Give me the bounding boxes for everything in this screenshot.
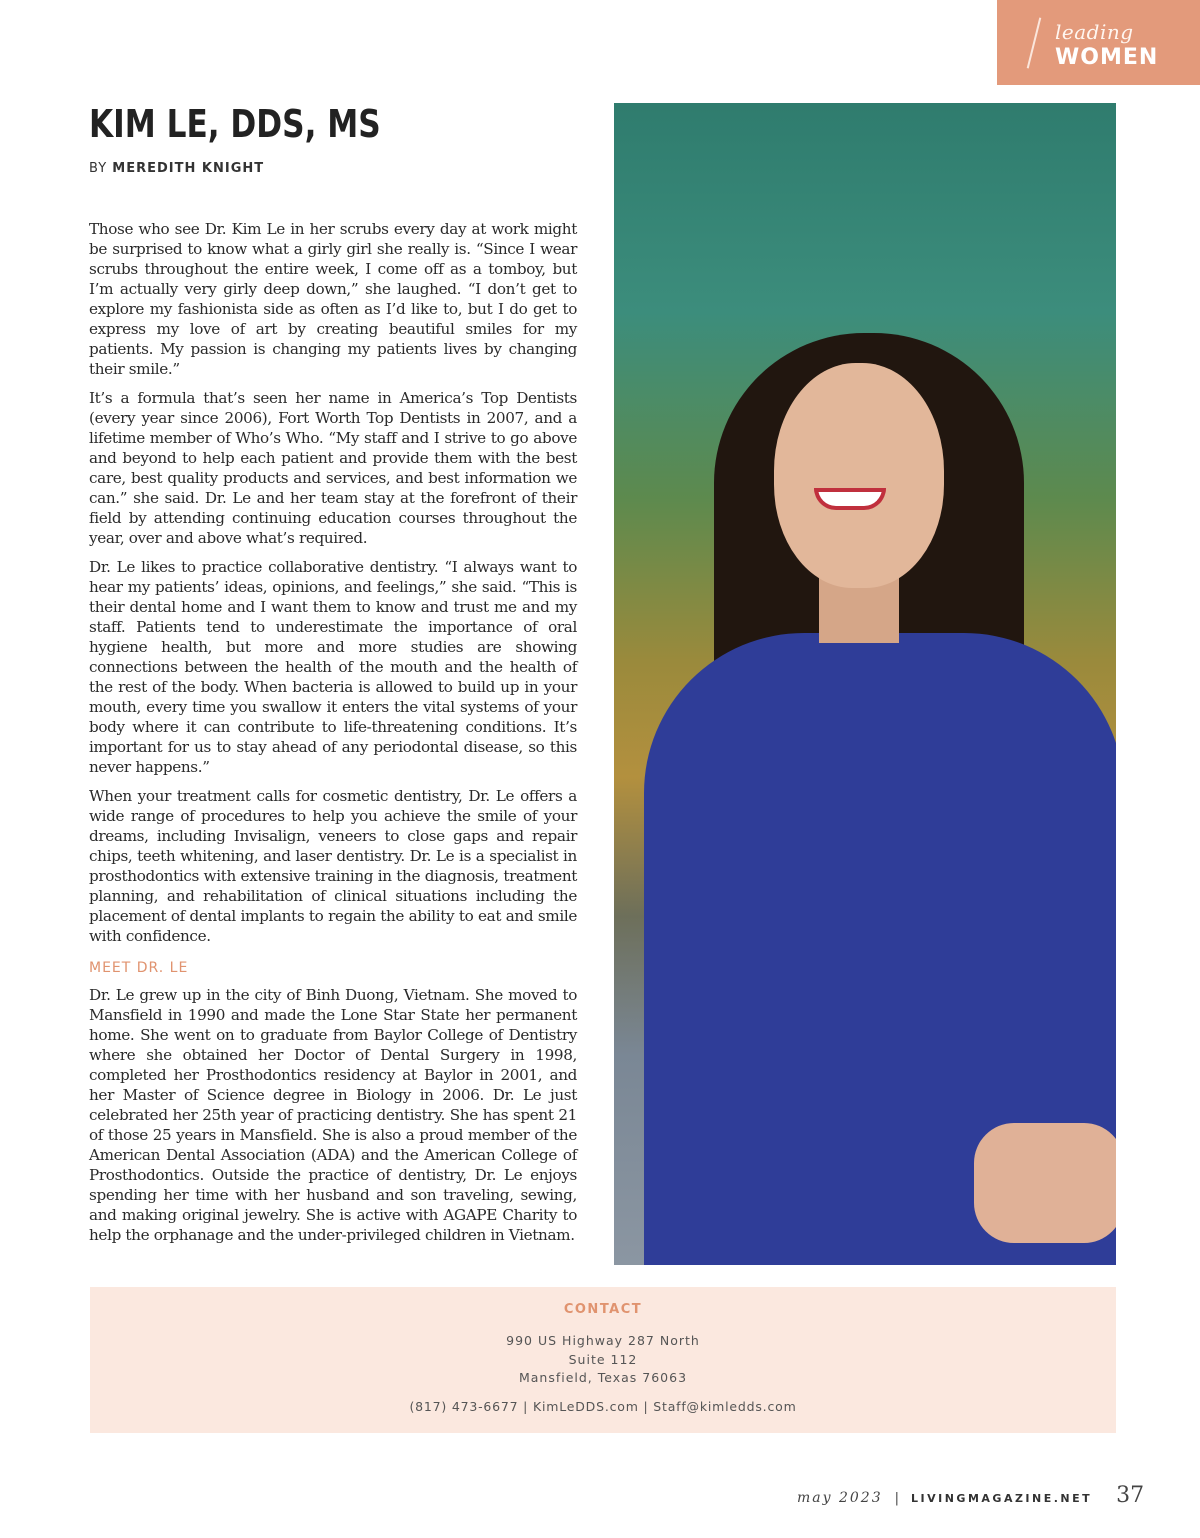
article-body (89, 219, 577, 1254)
tab-slash (1027, 18, 1042, 69)
address-line: 990 US Highway 287 North (506, 1333, 700, 1348)
page-number: 37 (1116, 1483, 1145, 1508)
byline-author: MEREDITH KNIGHT (112, 161, 265, 176)
byline (89, 161, 264, 176)
article-paragraph: It’s a formula that’s seen her name in America’s Top Dentists (every year since 2006), Fort Worth Top Dentists in 2007, and a lifetime member of Who’s Who. “My staff and I strive to go above and beyond to help each patient and provide them with the best care, best quality products and services, and best information we can.” she said. Dr. Le and her team stay at the forefront of their field by attending continuing education courses throughout the year, over and above what’s required. (89, 389, 577, 547)
photo-hands (974, 1123, 1116, 1243)
section-tab-top: leading (1055, 20, 1134, 44)
article-paragraph: Dr. Le likes to practice collaborative dentistry. “I always want to hear my patients’ ideas, opinions, and feelings,” she said. “This is their dental home and I want them to know and trust me and my staff. Patients tend to underestimate the importance of oral hygiene health, but more and more studies are showing connections between the health of the mouth and the health of the rest of the body. When bacteria is allowed to build up in your mouth, every time you swallow it enters the vital systems of your body where it can contribute to life-threatening conditions. It’s important for us to stay ahead of any periodontal disease, so this never happens.” (89, 558, 577, 776)
address-line: Mansfield, Texas 76063 (518, 1370, 688, 1385)
article-subhead: MEET DR. LE (89, 960, 189, 976)
section-tab (997, 0, 1200, 85)
article-paragraph: Those who see Dr. Kim Le in her scrubs every day at work might be surprised to know what a girly girl she really is. “Since I wear scrubs throughout the entire week, I come off as a tomboy, but I’m actually very girly deep down,” she laughed. “I don’t get to explore my fashionista side as often as I’d like to, but I do get to express my love of art by creating beautiful smiles for my patients. My passion is changing my patients lives by changing their smile.” (89, 220, 577, 378)
contact-address (90, 1332, 1116, 1388)
address-line: Suite 112 (568, 1351, 638, 1367)
page-footer (797, 1483, 1144, 1507)
article-paragraph: Dr. Le grew up in the city of Binh Duong, Vietnam. She moved to Mansfield in 1990 and made the Lone Star State her permanent home. She went on to graduate from Baylor College of Dentistry where she obtained her Doctor of Dental Surgery in 1998, completed her Prosthodontics residency at Baylor in 2001, and her Master of Science degree in Biology in 2006. Dr. Le just celebrated her 25th year of practicing dentistry. She has spent 21 of those 25 years in Mansfield. She is also a proud member of the American Dental Association (ADA) and the American College of Prosthodontics. Outside the practice of dentistry, Dr. Le enjoys spending her time with her husband and son traveling, sewing, and making original jewelry. She is active with AGAPE Charity to help the orphanage and the under-privileged children in Vietnam. (89, 986, 577, 1244)
contact-heading: CONTACT (563, 1302, 643, 1317)
byline-prefix: BY (89, 161, 108, 176)
footer-separator: | (894, 1491, 900, 1506)
contact-links: (817) 473-6677 | KimLeDDS.com | Staff@kimledds.com (409, 1399, 797, 1414)
article-paragraph: When your treatment calls for cosmetic dentistry, Dr. Le offers a wide range of procedures to help you achieve the smile of your dreams, including Invisalign, veneers to close gaps and repair chips, teeth whitening, and laser dentistry. Dr. Le is a specialist in prosthodontics with extensive training in the diagnosis, treatment planning, and rehabilitation of clinical situations including the placement of dental implants to regain the ability to eat and smile with confidence. (89, 787, 577, 945)
photo-smile (814, 488, 886, 510)
footer-site: LIVINGMAGAZINE.NET (911, 1492, 1093, 1505)
footer-issue: may 2023 (797, 1490, 883, 1506)
photo-face (774, 363, 944, 588)
contact-box (90, 1287, 1116, 1433)
section-tab-bottom: WOMEN (1055, 45, 1159, 70)
article-headline: KIM LE, DDS, MS (89, 102, 381, 146)
portrait-photo (614, 103, 1116, 1265)
